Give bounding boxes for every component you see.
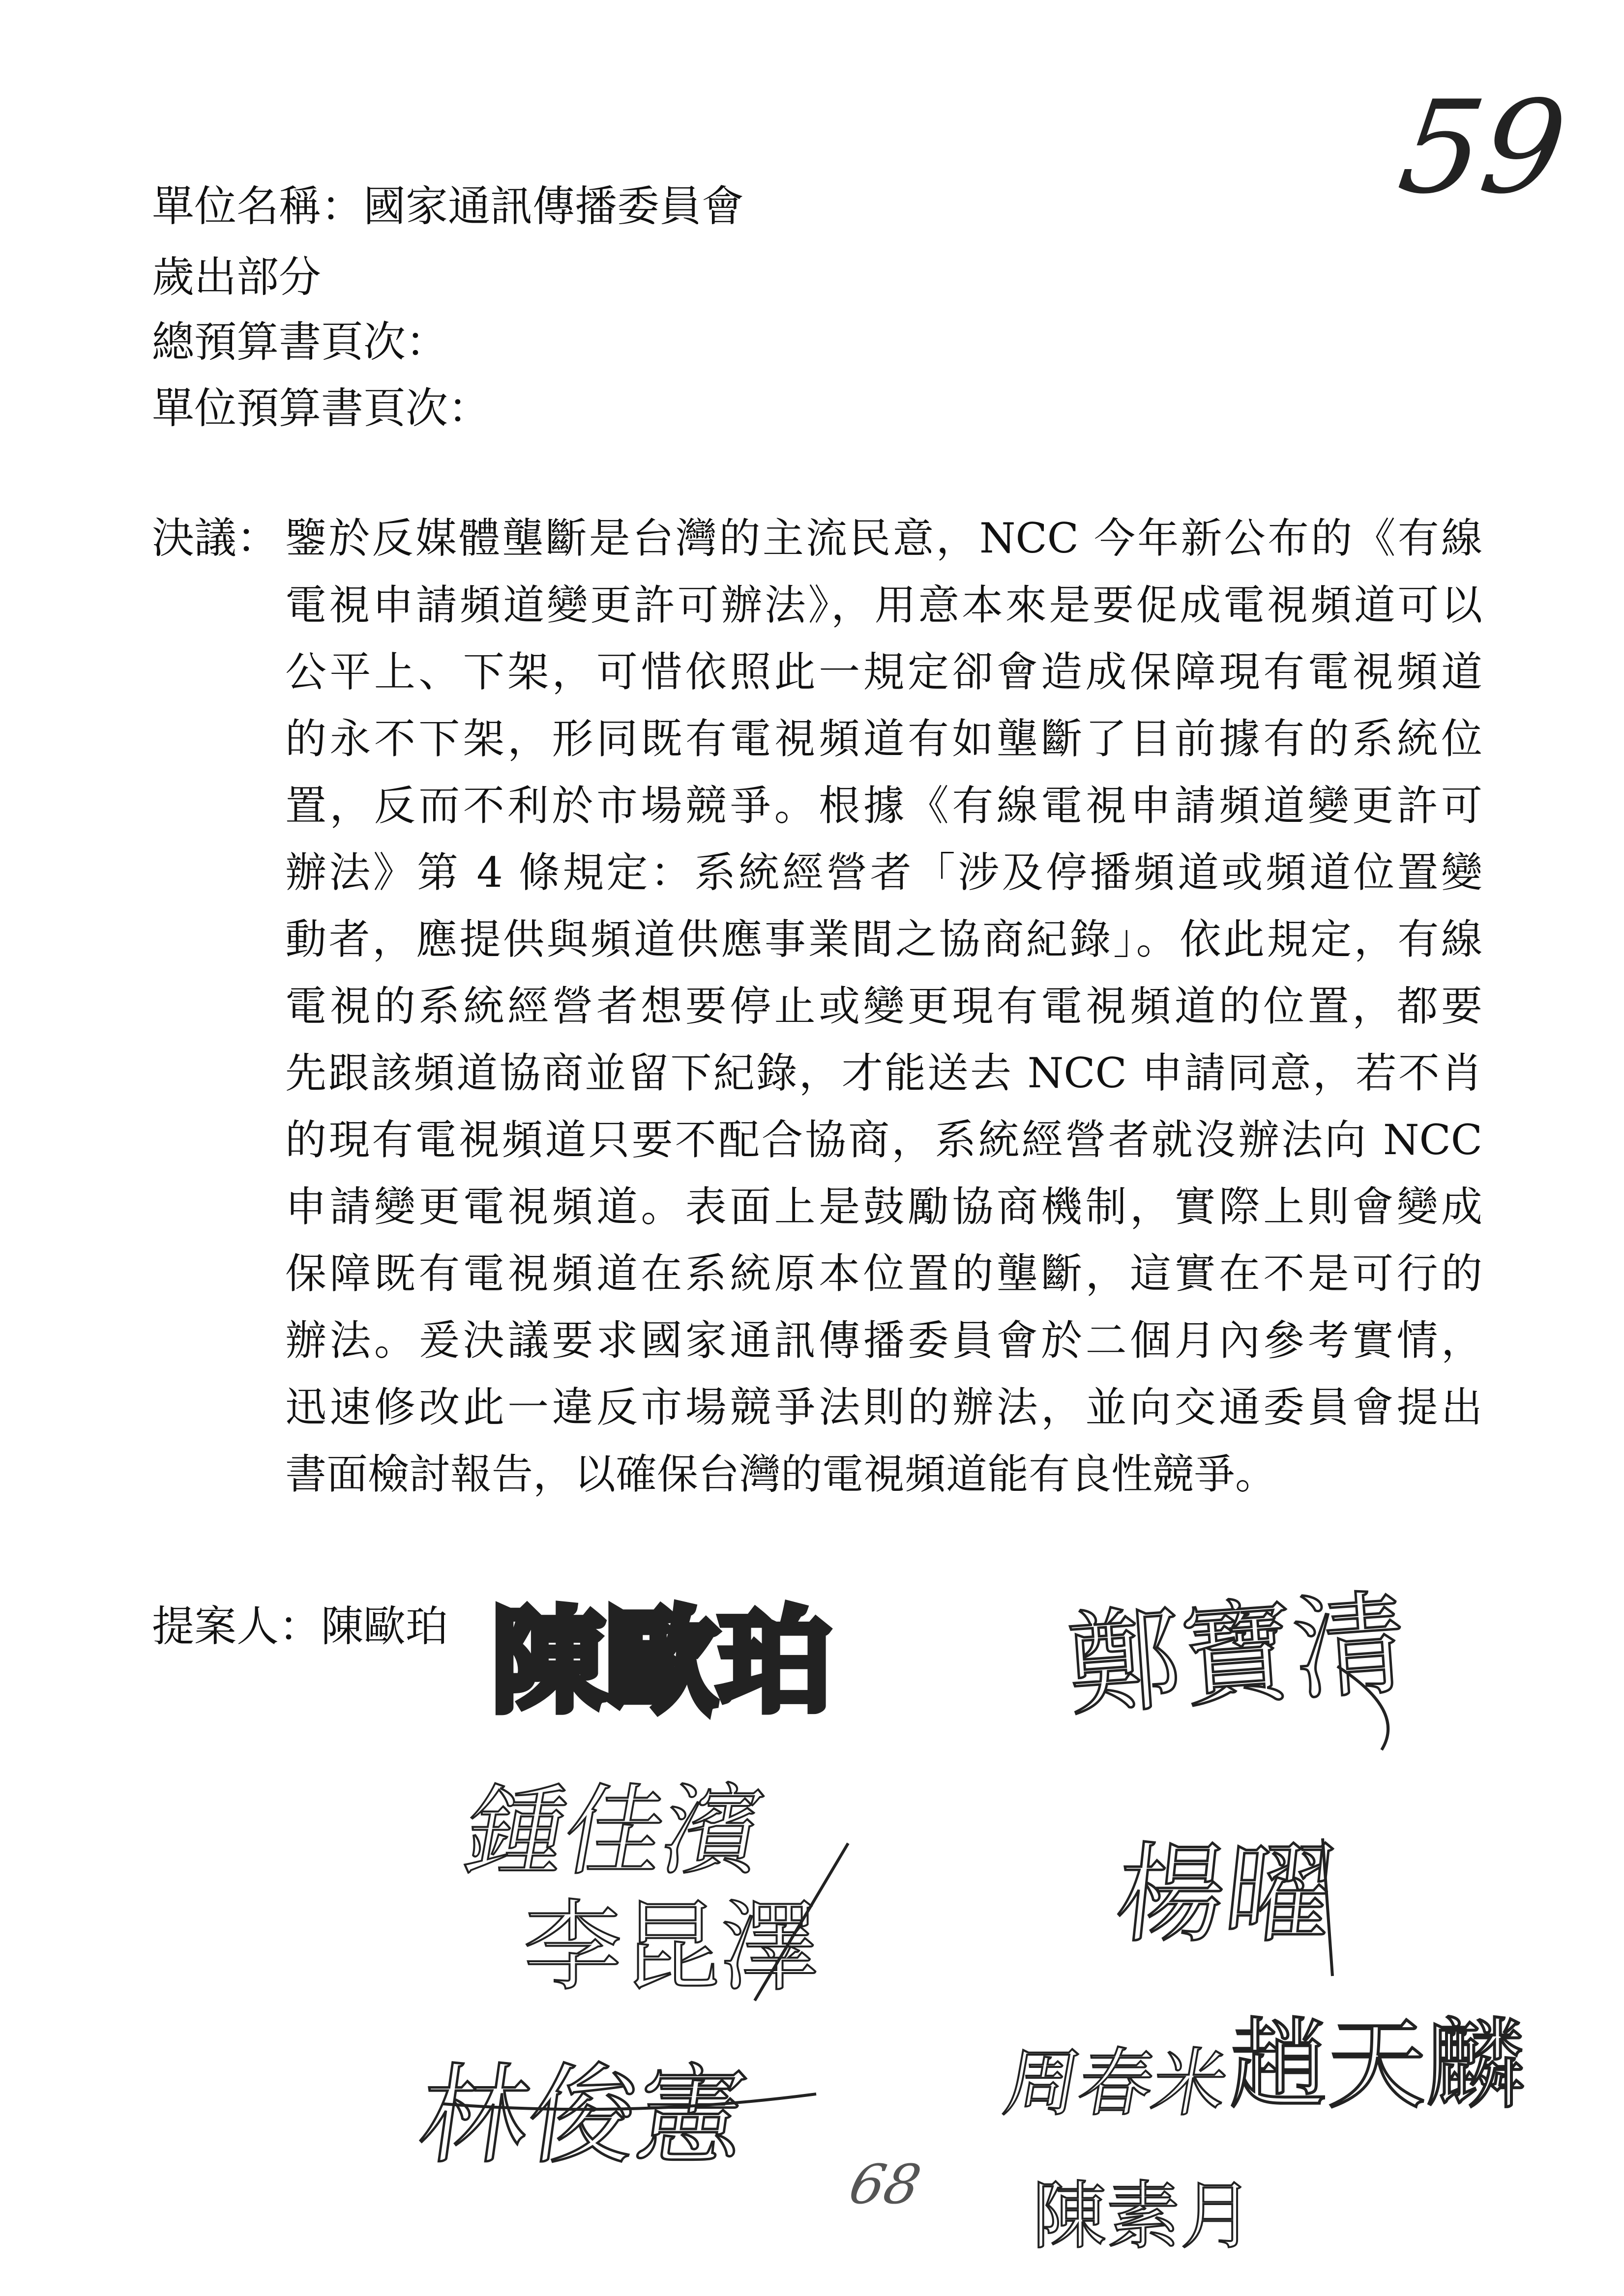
unit-name: 單位名稱：國家通訊傳播委員會: [152, 182, 744, 231]
signature-chao-tien-lin: [1229, 1976, 1524, 2133]
svg-text:李昆澤: 李昆澤: [524, 1890, 819, 2005]
svg-text:陳素月: 陳素月: [1033, 2174, 1254, 2259]
resolution-line: 辦法。爰決議要求國家通訊傳播委員會於二個月內參考實情，: [285, 1316, 1482, 1365]
resolution-line: 鑒於反媒體壟斷是台灣的主流民意，NCC 今年新公布的《有線: [285, 514, 1482, 562]
svg-text:趙天麟: 趙天麟: [1229, 2008, 1525, 2122]
resolution-line: 辦法》第 4 條規定：系統經營者「涉及停播頻道或頻道位置變: [285, 848, 1482, 897]
resolution-line: 置，反而不利於市場競爭。根據《有線電視申請頻道變更許可: [285, 782, 1482, 830]
signature-yang-yao: [1110, 1809, 1352, 1986]
resolution-line: 的永不下架，形同既有電視頻道有如壟斷了目前據有的系統位: [285, 715, 1482, 763]
handwritten-bottom-number: 68: [844, 2153, 926, 2216]
resolution-line: 的現有電視頻道只要不配合協商，系統經營者就沒辦法向 NCC: [285, 1116, 1482, 1164]
svg-text:鄭寶清: 鄭寶清: [1063, 1577, 1411, 1733]
resolution-line: 電視的系統經營者想要停止或變更現有電視頻道的位置，都要: [285, 982, 1482, 1030]
svg-text:楊曜: 楊曜: [1110, 1831, 1340, 1958]
resolution-line: 動者，應提供與頻道供應事業間之協商紀錄」。依此規定，有線: [285, 915, 1482, 963]
signature-cheng-pao-ching: [1062, 1577, 1421, 1760]
svg-text:鍾佳濱: 鍾佳濱: [457, 1774, 772, 1889]
signature-chou-chun-mi: [998, 1986, 1244, 2143]
resolution-label: 決議：: [152, 514, 279, 563]
signature-li-kun-tse: [524, 1838, 868, 2015]
signature-chen-su-yueh: [1033, 2143, 1259, 2261]
svg-text:林俊憲: 林俊憲: [412, 2053, 754, 2179]
handwritten-page-number: 59: [1390, 74, 1575, 222]
resolution-line: 先跟該頻道協商並留下紀錄，才能送去 NCC 申請同意，若不肖: [285, 1049, 1482, 1097]
resolution-line: 迅速修改此一違反市場競爭法則的辦法，並向交通委員會提出: [285, 1383, 1482, 1431]
resolution-line: 公平上、下架，可惜依照此一規定卻會造成保障現有電視頻道: [285, 648, 1482, 696]
signature-chen-ou-po: [492, 1597, 875, 1728]
proposer-label: 提案人：陳歐珀: [152, 1602, 448, 1651]
signature-lin-chun-hsien: [412, 2030, 826, 2187]
resolution-line: 電視申請頻道變更許可辦法》，用意本來是要促成電視頻道可以: [285, 581, 1482, 629]
svg-text:陳歐珀: 陳歐珀: [492, 1597, 831, 1728]
resolution-line: 保障既有電視頻道在系統原本位置的壟斷，這實在不是可行的: [285, 1250, 1482, 1298]
unit-budget-page: 單位預算書頁次：: [152, 384, 490, 433]
general-budget-page: 總預算書頁次：: [152, 318, 448, 367]
svg-text:周春米: 周春米: [998, 2040, 1235, 2126]
resolution-line: 申請變更電視頻道。表面上是鼓勵協商機制，實際上則會變成: [285, 1183, 1482, 1231]
section-label: 歲出部分: [152, 253, 321, 302]
resolution-line: 書面檢討報告，以確保台灣的電視頻道能有良性競爭。: [285, 1450, 1277, 1498]
